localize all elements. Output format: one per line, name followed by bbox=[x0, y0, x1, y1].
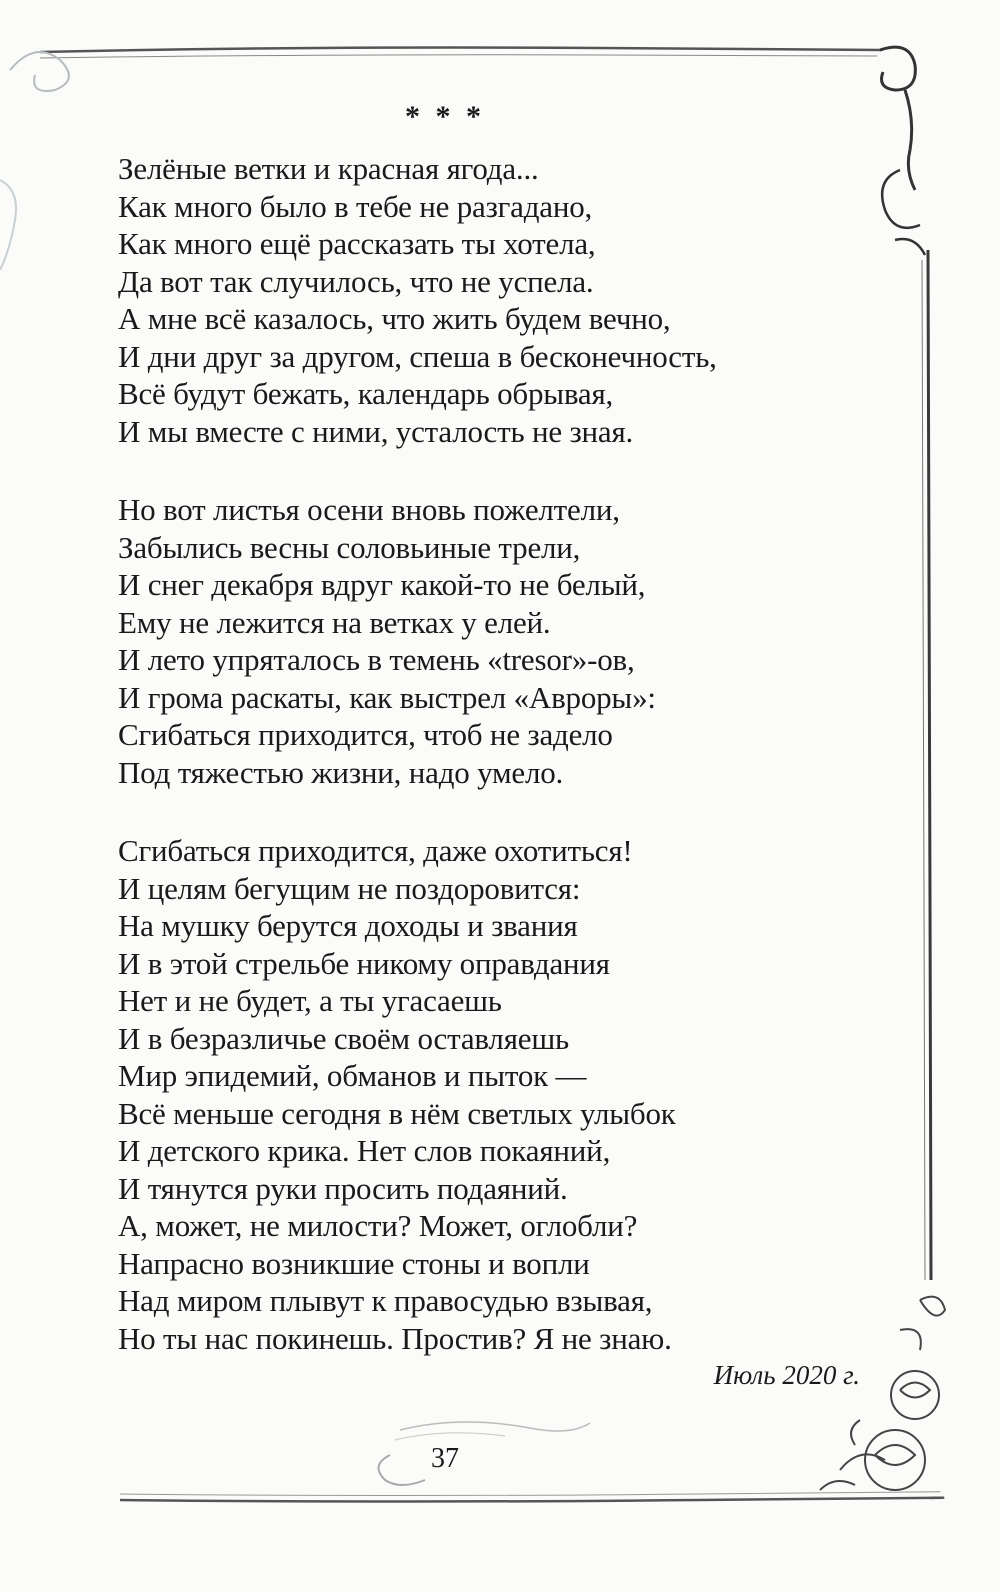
poem-line: Ему не лежится на ветках у елей. bbox=[118, 604, 551, 640]
poem-line: Но ты нас покинешь. Простив? Я не знаю. bbox=[118, 1320, 672, 1356]
poem-line: И детского крика. Нет слов покаяний, bbox=[118, 1133, 611, 1168]
poem-line: Всё меньше сегодня в нём светлых улыбок bbox=[118, 1095, 676, 1131]
poem-line: А, может, не милости? Может, оглобли? bbox=[118, 1208, 638, 1243]
poem-line: Сгибаться приходится, даже охотиться! bbox=[118, 833, 633, 868]
poem-line: И грома раскаты, как выстрел «Авроры»: bbox=[118, 679, 656, 715]
poem-line: И снег декабря вдруг какой-то не белый, bbox=[118, 567, 646, 602]
poem-line: И целям бегущим не поздоровится: bbox=[118, 870, 581, 906]
poem-line: На мушку берутся доходы и звания bbox=[118, 908, 578, 943]
stanza-3 bbox=[118, 832, 878, 1357]
poem-line: Сгибаться приходится, чтоб не задело bbox=[118, 717, 613, 752]
poem-line: Всё будут бежать, календарь обрывая, bbox=[118, 376, 614, 411]
poem-line: А мне всё казалось, что жить будем вечно, bbox=[118, 301, 671, 336]
page-number: 37 bbox=[431, 1443, 459, 1474]
poem-line: Как много ещё рассказать ты хотела, bbox=[118, 226, 596, 261]
poem-line: Как много было в тебе не разгадано, bbox=[118, 188, 593, 224]
poem-line: И мы вместе с ними, усталость не зная. bbox=[118, 413, 634, 449]
poem-line: И дни друг за другом, спеша в бесконечность, bbox=[118, 338, 717, 374]
poem-line: Напрасно возникшие стоны и вопли bbox=[118, 1245, 590, 1281]
poem-body bbox=[118, 150, 878, 1398]
stanza-1 bbox=[118, 150, 878, 450]
stanza-separator: * * * bbox=[405, 100, 485, 133]
poem-line: Мир эпидемий, обманов и пыток — bbox=[118, 1058, 587, 1093]
poem-line: И лето упряталось в темень «tresor»-ов, bbox=[118, 642, 635, 677]
poem-line: Под тяжестью жизни, надо умело. bbox=[118, 754, 564, 790]
poem-line: Над миром плывут к правосудью взывая, bbox=[118, 1283, 653, 1318]
poem-line: Нет и не будет, а ты угасаешь bbox=[118, 983, 502, 1018]
poem-line: И тянутся руки просить подаяний. bbox=[118, 1170, 568, 1206]
poem-line: И в безразличье своём оставляешь bbox=[118, 1020, 569, 1056]
poem-date: Июль 2020 г. bbox=[713, 1360, 860, 1390]
poem-line: И в этой стрельбе никому оправдания bbox=[118, 945, 610, 981]
poem-line: Зелёные ветки и красная ягода... bbox=[118, 151, 539, 186]
poem-line: Забылись весны соловьиные трели, bbox=[118, 529, 581, 565]
stanza-2 bbox=[118, 491, 878, 791]
poem-line: Да вот так случилось, что не успела. bbox=[118, 263, 594, 299]
poem-line: Но вот листья осени вновь пожелтели, bbox=[118, 492, 620, 527]
